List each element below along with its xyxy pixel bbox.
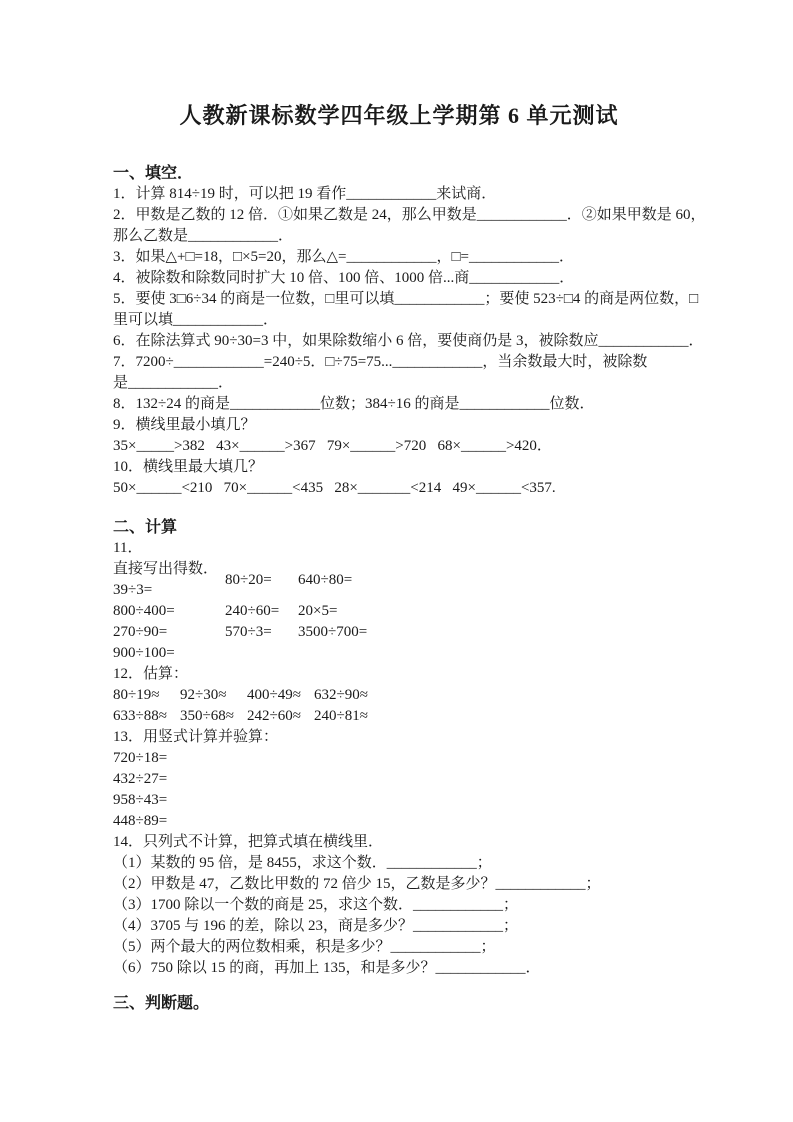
vertical-calc-item: 958÷43= (113, 792, 168, 808)
question-12-label: 12．估算： (113, 666, 189, 682)
estimate-item: 242÷60≈ (247, 708, 301, 724)
question-7-part1: 7．7200÷____________=240÷5．□÷75=75...____________，当余数最大时，被除数 (113, 354, 648, 370)
question-14-sub-6: （6）750 除以 15 的商，再加上 135，和是多少？____________． (113, 960, 541, 976)
vertical-calc-item: 720÷18= (113, 750, 168, 766)
question-4: 4．被除数和除数同时扩大 10 倍、100 倍、1000 倍...商____________． (113, 270, 575, 286)
estimate-item: 633÷88≈ (113, 708, 167, 724)
calc-item: 800÷400= (113, 603, 175, 619)
question-5-part1: 5．要使 3□6÷34 的商是一位数，□里可以填____________；要使 523÷□4 的商是两位数，□ (113, 291, 699, 307)
estimate-item: 80÷19≈ (113, 687, 160, 703)
question-11-intro: 直接写出得数． (113, 561, 219, 577)
question-9-expressions: 35×_____>382 43×______>367 79×______>720 68×______>420． (113, 438, 552, 454)
section-fill-heading: 一、填空． (113, 165, 194, 182)
question-14-label: 14．只列式不计算，把算式填在横线里． (113, 834, 384, 850)
question-14-sub-2: （2）甲数是 47，乙数比甲数的 72 倍少 15，乙数是多少？____________； (113, 876, 601, 892)
question-11-col-1 (113, 559, 225, 601)
question-12-row-2 (113, 706, 698, 727)
question-6: 6．在除法算式 90÷30=3 中，如果除数缩小 6 倍，要使商仍是 3，被除数应____________． (113, 333, 704, 349)
question-14-sub-4: （4）3705 与 196 的差，除以 23，商是多少？____________； (113, 918, 519, 934)
section-judge-heading: 三、判断题。 (113, 995, 210, 1012)
calc-item: 640÷80= (298, 571, 353, 588)
estimate-item: 240÷81≈ (314, 708, 368, 724)
question-10-label: 10．横线里最大填几？ (113, 459, 264, 475)
question-5-part2: 里可以填____________． (113, 312, 279, 328)
question-9-label: 9．横线里最小填几？ (113, 417, 256, 433)
question-7-part2: 是____________． (113, 375, 234, 391)
question-1: 1．计算 814÷19 时，可以把 19 看作____________来试商． (113, 186, 497, 202)
question-11-number: 11． (113, 540, 143, 556)
question-13-label: 13．用竖式计算并验算： (113, 729, 279, 745)
question-14-sub-3: （3）1700 除以一个数的商是 25，求这个数．____________； (113, 897, 519, 913)
question-2-part1: 2．甲数是乙数的 12 倍．①如果乙数是 24，那么甲数是____________．②如果甲数是 60， (113, 207, 706, 223)
question-14-sub-1: （1）某数的 95 倍，是 8455，求这个数．____________； (113, 855, 492, 871)
question-2-part2: 那么乙数是____________． (113, 228, 294, 244)
question-8: 8．132÷24 的商是____________位数；384÷16 的商是____________位数． (113, 396, 595, 412)
vertical-calc-item: 432÷27= (113, 771, 168, 787)
calc-item: 3500÷700= (298, 624, 368, 640)
estimate-item: 632÷90≈ (314, 687, 368, 703)
estimate-item: 400÷49≈ (247, 687, 301, 703)
calc-item: 270÷90= (113, 624, 168, 640)
estimate-item: 92÷30≈ (180, 687, 227, 703)
calc-item: 20×5= (298, 603, 338, 619)
page-title: 人教新课标数学四年级上学期第 6 单元测试 (179, 103, 619, 128)
question-11-row-2 (113, 601, 698, 622)
calc-item: 240÷60= (225, 603, 280, 619)
calc-item: 900÷100= (113, 645, 175, 661)
question-10-expressions: 50×______<210 70×______<435 28×_______<214 49×______<357. (113, 480, 556, 496)
calc-item: 80÷20= (225, 571, 272, 588)
calc-item: 570÷3= (225, 624, 272, 640)
section-compute-heading: 二、计算 (113, 519, 178, 536)
vertical-calc-item: 448÷89= (113, 813, 168, 829)
question-12-row-1 (113, 685, 698, 706)
calc-item: 39÷3= (113, 582, 153, 598)
question-3: 3．如果△+□=18，□×5=20，那么△=____________，□=____________． (113, 249, 575, 265)
question-14-sub-5: （5）两个最大的两位数相乘，积是多少？____________； (113, 939, 496, 955)
question-11-row-1 (113, 559, 698, 601)
question-11-row-3 (113, 622, 698, 643)
estimate-item: 350÷68≈ (180, 708, 234, 724)
